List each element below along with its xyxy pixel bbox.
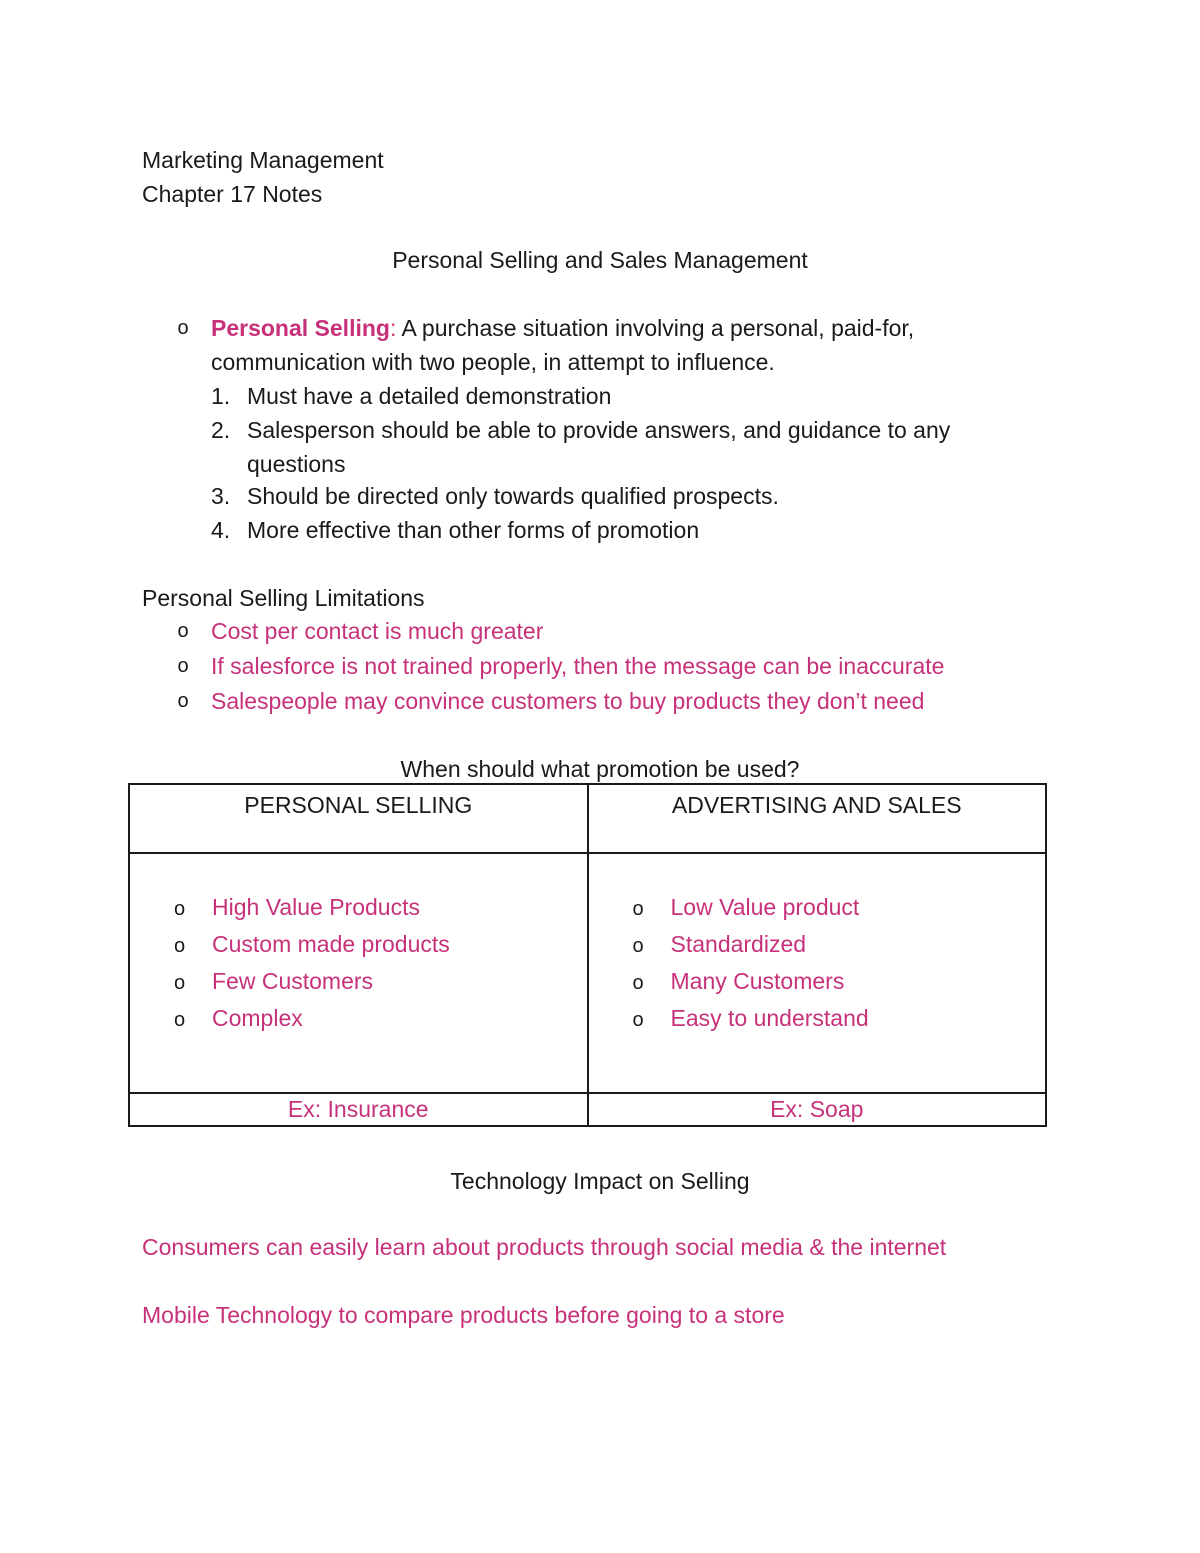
advertising-cell (588, 853, 1047, 1093)
definition-line-1 (211, 313, 914, 343)
item-text: Standardized (670, 931, 807, 957)
table-header-advertising: ADVERTISING AND SALES (588, 784, 1047, 853)
definition-term: Personal Selling (211, 315, 390, 341)
bullet-icon: o (632, 935, 644, 957)
technology-heading: Technology Impact on Selling (450, 1168, 750, 1194)
list-item (174, 890, 587, 927)
bullet-icon: o (174, 935, 186, 957)
definition-separator: : (389, 315, 397, 341)
item-text: Custom made products (212, 931, 450, 957)
limitation-item: Cost per contact is much greater (211, 618, 544, 644)
advertising-list (589, 854, 1046, 1038)
bullet-icon: o (174, 1009, 186, 1031)
numbered-item-continued: questions (247, 451, 346, 477)
list-number: 3. (211, 483, 231, 509)
bullet-icon: o (632, 1009, 644, 1031)
list-item (174, 927, 587, 964)
bullet-icon: o (177, 655, 189, 677)
personal-selling-list (130, 854, 587, 1038)
promotion-table (128, 783, 1047, 1127)
limitation-item: Salespeople may convince customers to buy products they don’t need (211, 688, 925, 714)
bullet-icon: o (174, 898, 186, 920)
page-title: Personal Selling and Sales Management (392, 247, 808, 273)
example-advertising: Ex: Soap (588, 1093, 1047, 1126)
bullet-icon: o (177, 620, 189, 642)
item-text: Many Customers (670, 968, 845, 994)
limitations-heading: Personal Selling Limitations (142, 585, 425, 611)
bullet-icon: o (632, 898, 644, 920)
item-text: Easy to understand (670, 1005, 869, 1031)
list-item (174, 1001, 587, 1038)
bullet-icon: o (177, 317, 189, 339)
item-text: High Value Products (212, 894, 420, 920)
bullet-icon: o (174, 972, 186, 994)
numbered-item: More effective than other forms of promotion (247, 517, 700, 543)
numbered-item: Must have a detailed demonstration (247, 383, 612, 409)
definition-text-1: A purchase situation involving a personal, paid-for, (396, 315, 915, 341)
item-text: Complex (212, 1005, 303, 1031)
bullet-icon: o (632, 972, 644, 994)
table-title: When should what promotion be used? (400, 756, 800, 782)
list-item (633, 964, 1046, 1001)
example-personal-selling: Ex: Insurance (129, 1093, 588, 1126)
definition-line-2: communication with two people, in attempt to influence. (211, 349, 775, 375)
table-header-personal-selling: PERSONAL SELLING (129, 784, 588, 853)
list-item (633, 927, 1046, 964)
item-text: Few Customers (212, 968, 374, 994)
numbered-item: Salesperson should be able to provide answers, and guidance to any (247, 417, 951, 443)
item-text: Low Value product (670, 894, 860, 920)
bullet-icon: o (177, 690, 189, 712)
personal-selling-cell (129, 853, 588, 1093)
list-item (633, 890, 1046, 927)
technology-point: Consumers can easily learn about products through social media & the internet (142, 1234, 947, 1260)
list-number: 2. (211, 417, 231, 443)
limitation-item: If salesforce is not trained properly, then the message can be inaccurate (211, 653, 945, 679)
numbered-item: Should be directed only towards qualified prospects. (247, 483, 779, 509)
list-item (633, 1001, 1046, 1038)
list-number: 1. (211, 383, 231, 409)
list-item (174, 964, 587, 1001)
list-number: 4. (211, 517, 231, 543)
chapter-title: Chapter 17 Notes (142, 181, 323, 207)
technology-point: Mobile Technology to compare products before going to a store (142, 1302, 785, 1328)
course-title: Marketing Management (142, 147, 384, 173)
